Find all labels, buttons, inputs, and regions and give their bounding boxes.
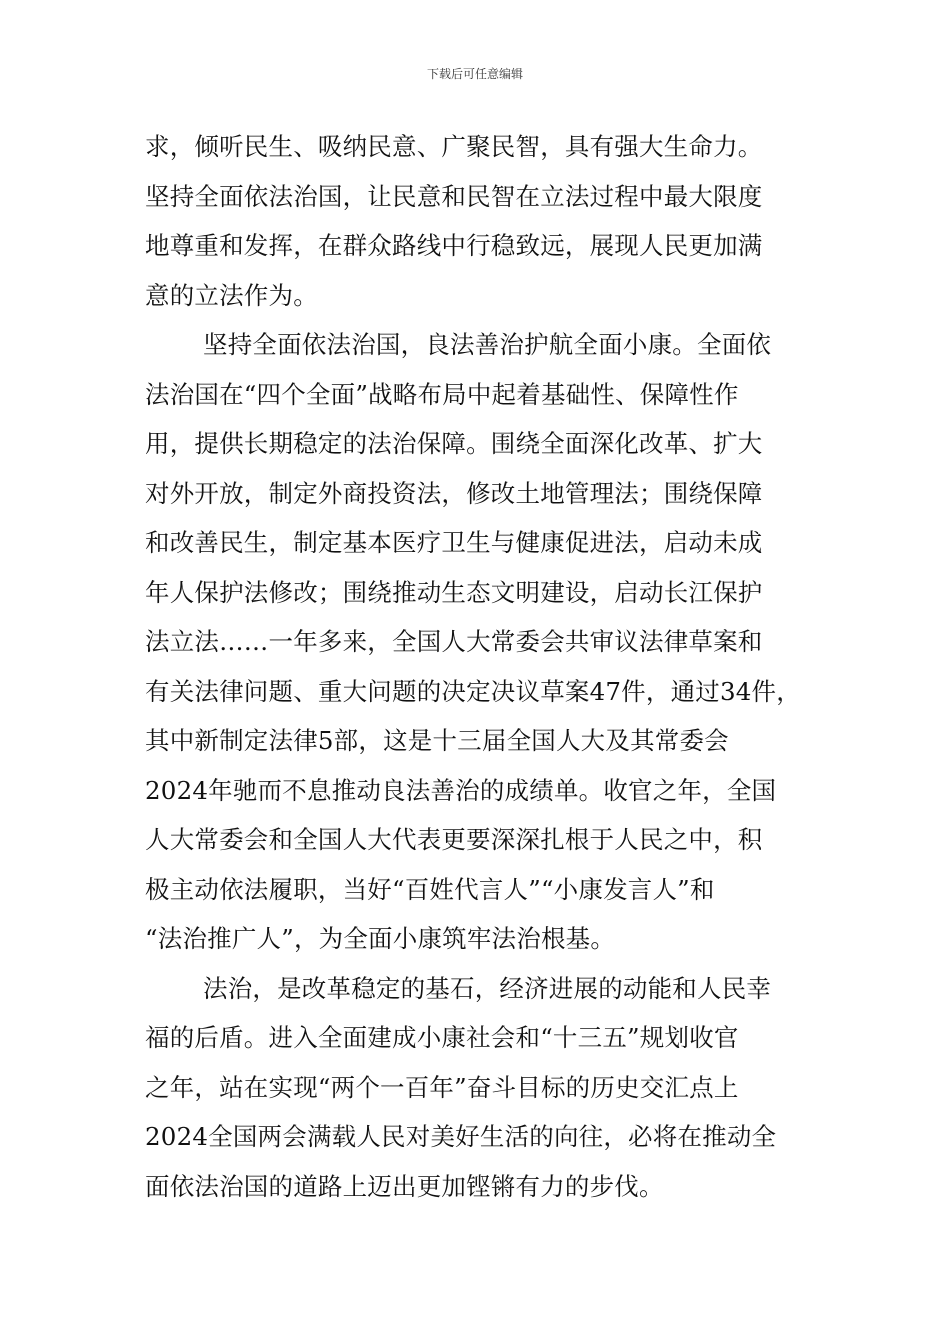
text-line: 年人保护法修改；围绕推动生态文明建设，启动长江保护 xyxy=(145,577,763,607)
text-line: 法立法……一年多来，全国人大常委会共审议法律草案和 xyxy=(145,627,763,656)
text-line: 法治国在“四个全面”战略布局中起着基础性、保障性作 xyxy=(145,379,739,409)
text-line: 地尊重和发挥，在群众路线中行稳致远，展现人民更加满 xyxy=(145,231,763,260)
text-line-first: 法治，是改革稳定的基石，经济进展的动能和人民幸 xyxy=(203,973,772,1003)
text-line-first: 坚持全面依法治国，良法善治护航全面小康。全面依 xyxy=(203,330,772,359)
text-line: “法治推广人”，为全面小康筑牢法治根基。 xyxy=(145,924,616,953)
text-line: 对外开放，制定外商投资法，修改土地管理法；围绕保障 xyxy=(145,478,763,508)
page-header-note: 下载后可任意编辑 xyxy=(426,67,523,81)
text-line: 和改善民生，制定基本医疗卫生与健康促进法，启动未成 xyxy=(145,528,763,557)
text-line: 之年，站在实现“两个一百年”奋斗目标的历史交汇点上 xyxy=(145,1072,739,1102)
text-line: 求，倾听民生、吸纳民意、广聚民智，具有强大生命力。 xyxy=(145,132,763,161)
text-line: 意的立法作为。 xyxy=(145,280,318,310)
paragraph-2 xyxy=(145,320,825,964)
document-body xyxy=(145,122,825,1211)
text-line: 面依法治国的道路上迈出更加铿锵有力的步伐。 xyxy=(145,1171,664,1201)
text-line: 2024全国两会满载人民对美好生活的向往，必将在推动全 xyxy=(145,1122,777,1151)
text-line: 人大常委会和全国人大代表更要深深扎根于人民之中，积 xyxy=(145,825,763,854)
text-line: 有关法律问题、重大问题的决定决议草案47件，通过34件， xyxy=(145,676,801,706)
text-line: 用，提供长期稳定的法治保障。围绕全面深化改革、扩大 xyxy=(145,429,763,458)
paragraph-3 xyxy=(145,964,825,1212)
text-line: 福的后盾。进入全面建成小康社会和“十三五”规划收官 xyxy=(145,1023,739,1052)
text-line: 极主动依法履职，当好“百姓代言人”“小康发言人”和 xyxy=(145,874,715,904)
text-line: 坚持全面依法治国，让民意和民智在立法过程中最大限度 xyxy=(145,181,763,211)
text-line: 其中新制定法律5部，这是十三届全国人大及其常委会 xyxy=(145,726,729,755)
text-line: 2024年驰而不息推动良法善治的成绩单。收官之年，全国 xyxy=(145,775,777,805)
paragraph-1 xyxy=(145,122,825,320)
